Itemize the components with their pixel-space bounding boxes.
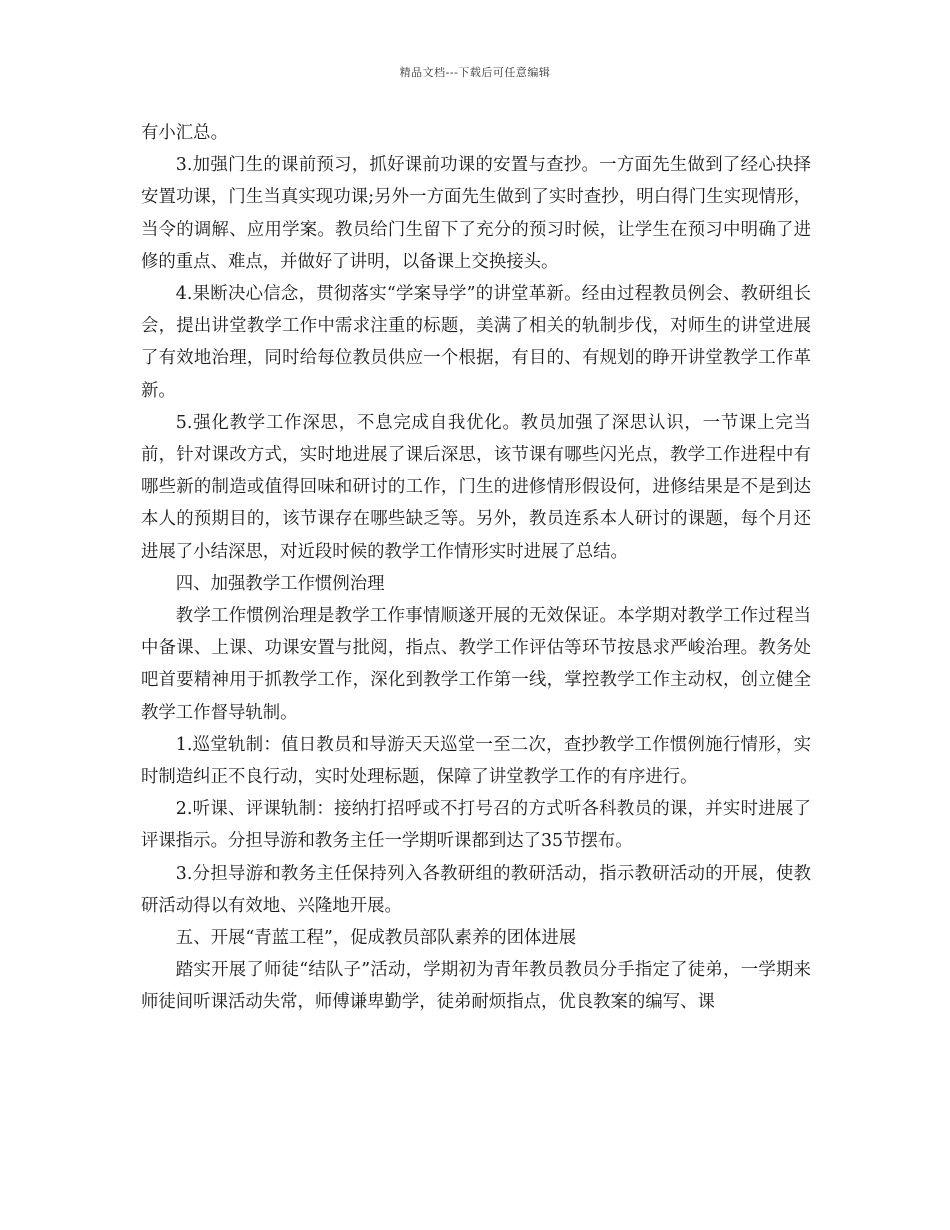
paragraph-9: 3.分担导游和教务主任保持列入各教研组的教研活动，指示教研活动的开展，使教研活动得以有效地、兴隆地开展。 bbox=[141, 863, 811, 916]
paragraph-2: 3.加强门生的课前预习，抓好课前功课的安置与查抄。一方面先生做到了经心抉择安置功课，门生当真实现功课;另外一方面先生做到了实时查抄，明白得门生实现情形，当令的调解、应用学案。教员给门生留下了充分的预习时候，让学生在预习中明确了进修的重点、难点，并做好了讲明，以备课上交换接头。 bbox=[141, 155, 811, 272]
page-header: 精品文档---下载后可任意编辑 bbox=[399, 66, 551, 79]
paragraph-6: 教学工作惯例治理是教学工作事情顺遂开展的无效保证。本学期对教学工作过程当中备课、上课、功课安置与批阅，指点、教学工作评估等环节按恳求严峻治理。教务处吧首要精神用于抓教学工作，深化到教学工作第一线，掌控教学工作主动权，创立健全教学工作督导轨制。 bbox=[141, 606, 811, 723]
document-body bbox=[141, 117, 811, 1019]
section-heading-5: 五、开展“青蓝工程”，促成教员部队素养的团体进展 bbox=[175, 928, 577, 949]
paragraph-1: 有小汇总。 bbox=[141, 123, 228, 143]
paragraph-4: 5.强化教学工作深思，不息完成自我优化。教员加强了深思认识，一节课上完当前，针对课改方式，实时地进展了课后深思，该节课有哪些闪光点，教学工作进程中有哪些新的制造或值得回味和研讨的工作，门生的进修情形假设何，进修结果是不是到达本人的预期目的，该节课存在哪些缺乏等。另外，教员连系本人研讨的课题，每个月还进展了小结深思，对近段时候的教学工作情形实时进展了总结。 bbox=[141, 412, 811, 562]
paragraph-7: 1.巡堂轨制：值日教员和导游天天巡堂一至二次，查抄教学工作惯例施行情形，实时制造纠正不良行动，实时处理标题，保障了讲堂教学工作的有序进行。 bbox=[141, 734, 811, 788]
paragraph-3: 4.果断决心信念，贯彻落实“学案导学”的讲堂革新。经由过程教员例会、教研组长会，提出讲堂教学工作中需求注重的标题，美满了相关的轨制步伐，对师生的讲堂进展了有效地治理，同时给每位教员供应一个根据，有目的、有规划的睁开讲堂教学工作革新。 bbox=[141, 284, 811, 401]
paragraph-11: 踏实开展了师徒“结队子”活动，学期初为青年教员教员分手指定了徒弟，一学期来师徒间听课活动失常，师傅谦卑勤学，徒弟耐烦指点，优良教案的编写、课 bbox=[141, 960, 811, 1013]
paragraph-8: 2.听课、评课轨制：接纳打招呼或不打号召的方式听各科教员的课，并实时进展了评课指示。分担导游和教务主任一学期听课都到达了35节摆布。 bbox=[141, 799, 811, 852]
section-heading-4: 四、加强教学工作惯例治理 bbox=[175, 573, 385, 594]
